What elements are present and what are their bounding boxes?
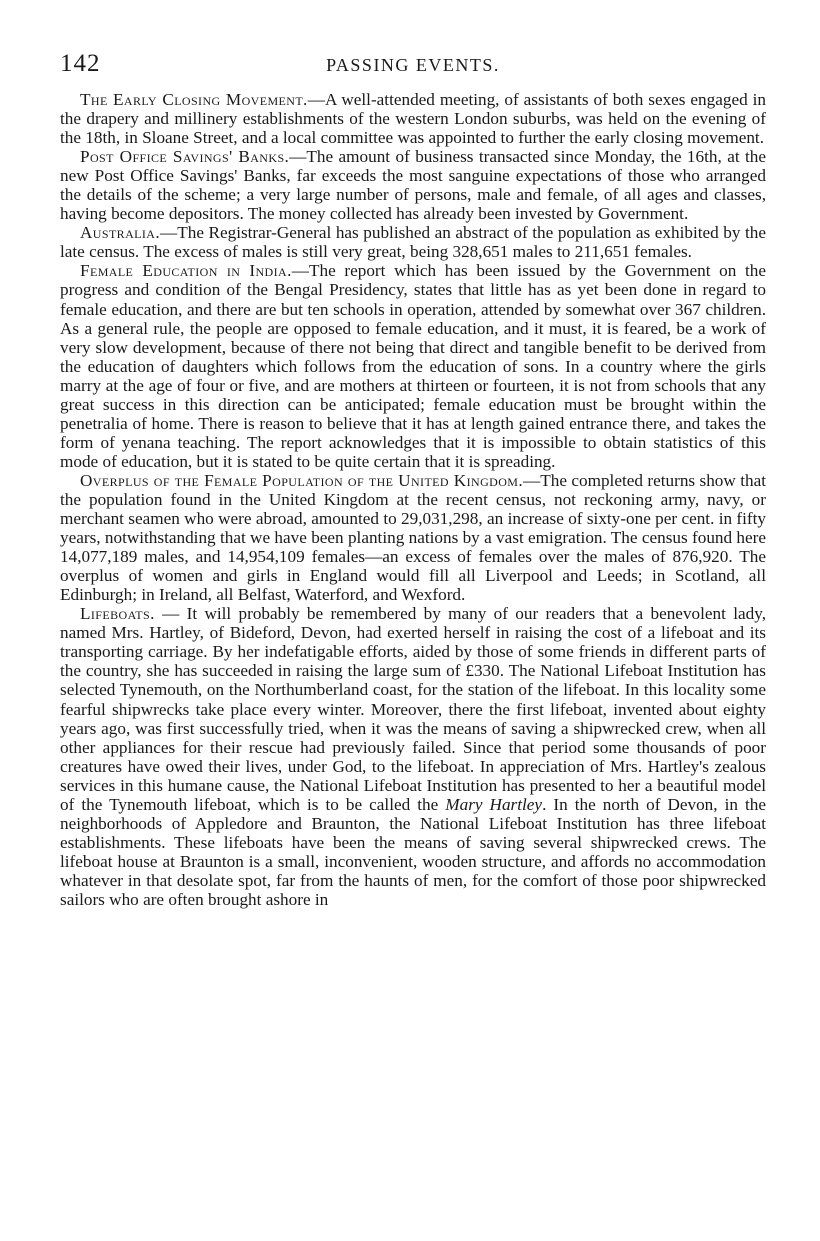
boat-name: Mary Hartley xyxy=(445,794,543,814)
paragraph-female-education xyxy=(60,261,766,471)
paragraph-overplus xyxy=(60,471,766,604)
paragraph-savings-banks xyxy=(60,147,766,223)
paragraph-australia xyxy=(60,223,766,261)
page xyxy=(60,50,766,909)
heading-lifeboats: Lifeboats. xyxy=(80,604,155,624)
paragraph-lifeboats xyxy=(60,604,766,909)
paragraph-early-closing xyxy=(60,90,766,147)
heading-australia: Australia. xyxy=(80,223,161,243)
running-head xyxy=(60,50,766,84)
text-lifeboats-part2: . In the north of Devon, in the neighborhoods of Appledore and Braunton, the National Lifeboat Institution has three lifeboat establishments. These lifeboats have been the means of saving several shipwrecked crews. The lifeboat house at Braunton is a small, inconvenient, wooden structure, and affords no accommodation whatever in that desolate spot, far from the haunts of men, for the comfort of those poor shipwrecked sailors who are often brought ashore in xyxy=(60,794,767,909)
heading-overplus: Overplus of the Female Population of the United Kingdom. xyxy=(80,470,524,490)
heading-early-closing: The Early Closing Movement. xyxy=(80,90,308,109)
text-early-closing: —A well-attended meeting, of assistants of both sexes engaged in the drapery and millinery establishments of the western London suburbs, was held on the evening of the 18th, in Sloane Street, and a local committee was appointed to further the early closing movement. xyxy=(60,90,766,148)
text-savings-banks: —The amount of business transacted since Monday, the 16th, at the new Post Office Savings' Banks, far exceeds the most sanguine expectations of those who arranged the details of the scheme; a very large number of persons, male and female, of all ages and classes, having become depositors. The money collected has already been invested by Government. xyxy=(60,147,766,224)
heading-savings-banks: Post Office Savings' Banks. xyxy=(80,147,290,167)
text-lifeboats-part1: — It will probably be remembered by many of our readers that a benevolent lady, named Mrs. Hartley, of Bideford, Devon, had exerted herself in raising the cost of a lifeboat and its transporting carriage. By her indefatigable efforts, aided by those of some friends in different parts of the country, she has succeeded in raising the large sum of £330. The National Lifeboat Institution has selected Tynemouth, on the Northumberland coast, for the station of the lifeboat. In this locality some fearful shipwrecks take place every winter. Moreover, there the first lifeboat, invented about eighty years ago, was first successfully tried, when it was the means of saving a shipwrecked crew, when all other appliances for their rescue had previously failed. Since that period some thousands of poor creatures have owed their lives, under God, to the lifeboat. In appreciation of Mrs. Hartley's zealous services in this humane cause, the National Lifeboat Institution has presented to her a beautiful model of the Tynemouth lifeboat, which is to be called the xyxy=(60,604,766,814)
running-title: PASSING EVENTS. xyxy=(326,55,500,75)
page-number: 142 xyxy=(60,50,101,77)
text-overplus: —The completed returns show that the population found in the United Kingdom at the recent census, not reckoning army, navy, or merchant seamen who were abroad, amounted to 29,031,298, an increase of sixty-one per cent. in fifty years, notwithstanding that we have been planting nations by a vast emigration. The census found here 14,077,189 males, and 14,954,109 females—an excess of females over the males of 876,920. The overplus of women and girls in England would fill all Liverpool and Leeds; in Scotland, all Edinburgh; in Ireland, all Belfast, Waterford, and Wexford. xyxy=(60,470,766,605)
text-australia: —The Registrar-General has published an abstract of the population as exhibited by the late census. The excess of males is still very great, being 328,651 males to 211,651 females. xyxy=(60,223,766,262)
text-female-education: —The report which has been issued by the Government on the progress and condition of the Bengal Presidency, states that little has as yet been done in regard to female education, and there are but ten schools in operation, attended by somewhat over 367 children. As a general rule, the people are opposed to female education, and it must, it is feared, be a work of very slow development, because of there not being that direct and tangible benefit to be derived from the education of daughters which follows from the education of sons. In a country where the girls marry at the age of four or five, and are mothers at thirteen or fourteen, it is not from schools that any great success in this direction can be anticipated; female education must be brought within the penetralia of home. There is reason to believe that it has at length gained entrance there, and takes the form of yenana teaching. The report acknowledges that it is impossible to obtain statistics of this mode of education, but it is stated to be quite certain that it is spreading. xyxy=(60,261,767,471)
article-body xyxy=(60,90,766,909)
heading-female-education: Female Education in India. xyxy=(80,261,292,281)
